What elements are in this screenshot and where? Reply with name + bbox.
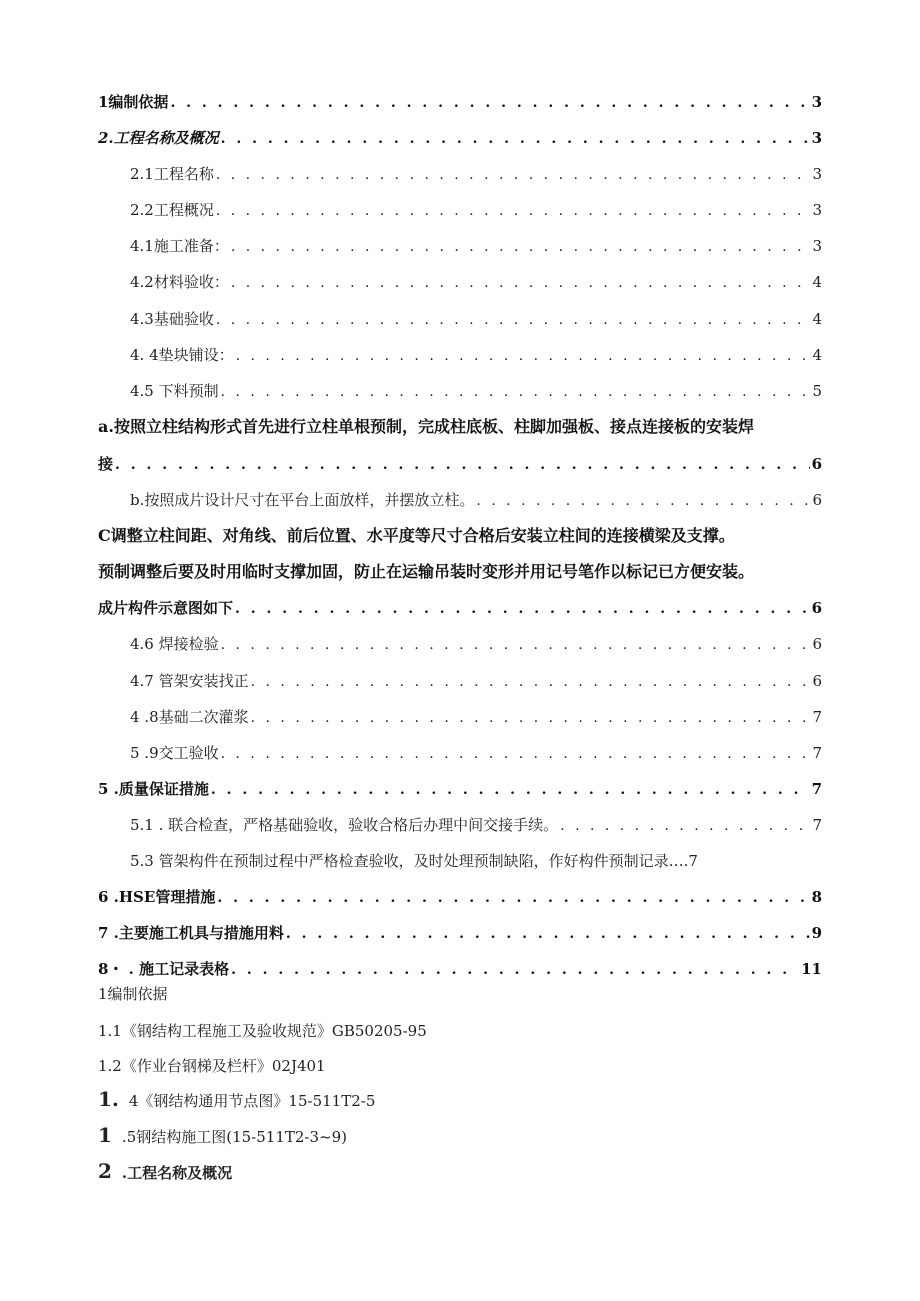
- toc-paragraph: a.按照立柱结构形式首先进行立柱单根预制，完成柱底板、柱脚加强板、接点连接板的安装焊: [98, 417, 754, 436]
- toc-leader: [286, 924, 810, 944]
- toc-label: 成片构件示意图如下: [98, 599, 234, 617]
- toc-label: 4.2材料验收：: [130, 273, 229, 291]
- toc-entry[interactable]: [130, 743, 822, 764]
- toc-paragraph: 预制调整后要及时用临时支撑加固，防止在运输吊装时变形并用记号笔作以标记已方便安装。: [98, 562, 755, 581]
- toc-leader: [217, 888, 809, 908]
- reference-text: 4《钢结构通用节点图》15-511T2-5: [128, 1092, 376, 1110]
- toc-label: 5.1 . 联合检查，严格基础验收，验收合格后办理中间交接手续。: [130, 816, 559, 834]
- toc-page-number: 7: [812, 744, 822, 762]
- toc-label: 7 .主要施工机具与措施用料: [98, 924, 284, 942]
- toc-page-number: 9: [811, 924, 822, 942]
- reference-item: [98, 1125, 347, 1147]
- toc-label: 4.3基础验收: [130, 310, 214, 328]
- toc-leader: [221, 744, 811, 764]
- toc-leader: [476, 491, 810, 511]
- toc-page-number: 7: [812, 708, 822, 726]
- toc-entry[interactable]: [98, 128, 822, 149]
- heading-number: 2: [98, 1159, 112, 1183]
- toc-label: 1编制依据: [98, 93, 169, 111]
- toc-leader: [251, 708, 811, 728]
- toc-page-number: 6: [812, 672, 822, 690]
- toc-entry[interactable]: [130, 345, 822, 366]
- toc-page-number: 4: [812, 310, 822, 328]
- toc-entry[interactable]: [130, 164, 822, 185]
- toc-entry[interactable]: [130, 200, 822, 221]
- toc-label: b.按照成片设计尺寸在平台上面放样，并摆放立柱。: [130, 491, 475, 509]
- toc-leader: [216, 165, 811, 185]
- toc-page-number: 5: [812, 382, 822, 400]
- toc-page-number: 6: [811, 455, 822, 473]
- toc-entry[interactable]: [130, 634, 822, 655]
- toc-leader: [251, 672, 811, 692]
- section-heading-2: [98, 1161, 232, 1183]
- toc-entry[interactable]: [130, 490, 822, 511]
- toc-label: 8・ . 施工记录表格: [98, 960, 230, 978]
- toc-entry[interactable]: [130, 272, 822, 293]
- toc-leader: [216, 201, 811, 221]
- reference-item: 1.1《钢结构工程施工及验收规范》GB50205-95: [98, 1022, 427, 1040]
- toc-label: 接: [98, 455, 114, 473]
- toc-leader: [221, 129, 810, 149]
- toc-label: 4.5 下料预制: [130, 382, 219, 400]
- toc-label: 6 .HSE管理措施: [98, 888, 216, 906]
- toc-page-number: 11: [801, 960, 822, 978]
- toc-leader: [115, 455, 810, 475]
- reference-item: [98, 1089, 375, 1111]
- reference-text: .5钢结构施工图(15-511T2-3~9): [121, 1128, 347, 1146]
- toc-leader: [236, 346, 811, 366]
- reference-number: 1: [98, 1123, 112, 1147]
- toc-entry[interactable]: [130, 381, 822, 402]
- toc-page-number: 6: [811, 599, 822, 617]
- toc-page-number: 3: [812, 237, 822, 255]
- toc-entry[interactable]: [98, 598, 822, 619]
- toc-label: 5 .9交工验收: [130, 744, 219, 762]
- toc-leader: [221, 635, 811, 655]
- reference-item: 1.2《作业台钢梯及栏杆》02J401: [98, 1057, 326, 1075]
- toc-label: 4.1施工准备：: [130, 237, 229, 255]
- toc-leader: [231, 960, 799, 980]
- toc-label: 4.7 管架安装找正: [130, 672, 249, 690]
- toc-page-number: 3: [812, 201, 822, 219]
- toc-leader: [231, 273, 811, 293]
- toc-entry[interactable]: [98, 959, 822, 980]
- toc-paragraph: C调整立柱间距、对角线、前后位置、水平度等尺寸合格后安装立柱间的连接横梁及支撑。: [98, 526, 735, 545]
- toc-page-number: 3: [811, 129, 822, 147]
- toc-leader: [560, 816, 810, 836]
- toc-label: 4 .8基础二次灌浆: [130, 708, 249, 726]
- toc-entry[interactable]: [130, 236, 822, 257]
- toc-leader: [211, 780, 810, 800]
- toc-page-number: 6: [812, 635, 822, 653]
- toc-leader: [170, 93, 809, 113]
- section-heading-1: 1编制依据: [98, 985, 168, 1003]
- toc-page-number: 6: [812, 491, 822, 509]
- toc-entry[interactable]: [98, 779, 822, 800]
- toc-entry[interactable]: [98, 92, 822, 113]
- toc-leader: [231, 237, 811, 257]
- heading-text: .工程名称及概况: [121, 1164, 233, 1182]
- toc-leader: [221, 382, 811, 402]
- toc-label: 4.6 焊接检验: [130, 635, 219, 653]
- toc-entry[interactable]: [98, 923, 822, 944]
- toc-entry[interactable]: [130, 815, 822, 836]
- toc-page-number: 3: [812, 165, 822, 183]
- toc-label: 2.1工程名称: [130, 165, 214, 183]
- toc-label: 2.2工程概况: [130, 201, 214, 219]
- toc-entry[interactable]: [130, 707, 822, 728]
- toc-page-number: 3: [811, 93, 822, 111]
- toc-page-number: 7: [811, 780, 822, 798]
- toc-label: 4. 4垫块铺设：: [130, 346, 234, 364]
- toc-leader: [216, 310, 811, 330]
- toc-label: 5 .质量保证措施: [98, 780, 209, 798]
- toc-entry[interactable]: [130, 851, 830, 871]
- toc-entry[interactable]: [98, 454, 822, 475]
- reference-number: 1.: [98, 1087, 119, 1111]
- toc-leader: [235, 599, 810, 619]
- toc-page-number: 8: [811, 888, 822, 906]
- toc-label: 2.工程名称及概况: [98, 129, 219, 147]
- toc-page-number: .7: [683, 852, 698, 870]
- toc-label: 5.3 管架构件在预制过程中严格检查验收，及时处理预制缺陷，作好构件预制记录…: [130, 852, 684, 870]
- toc-entry[interactable]: [98, 887, 822, 908]
- toc-page-number: 7: [812, 816, 822, 834]
- toc-entry[interactable]: [130, 309, 822, 330]
- toc-page-number: 4: [812, 346, 822, 364]
- toc-entry[interactable]: [130, 671, 822, 692]
- toc-page-number: 4: [812, 273, 822, 291]
